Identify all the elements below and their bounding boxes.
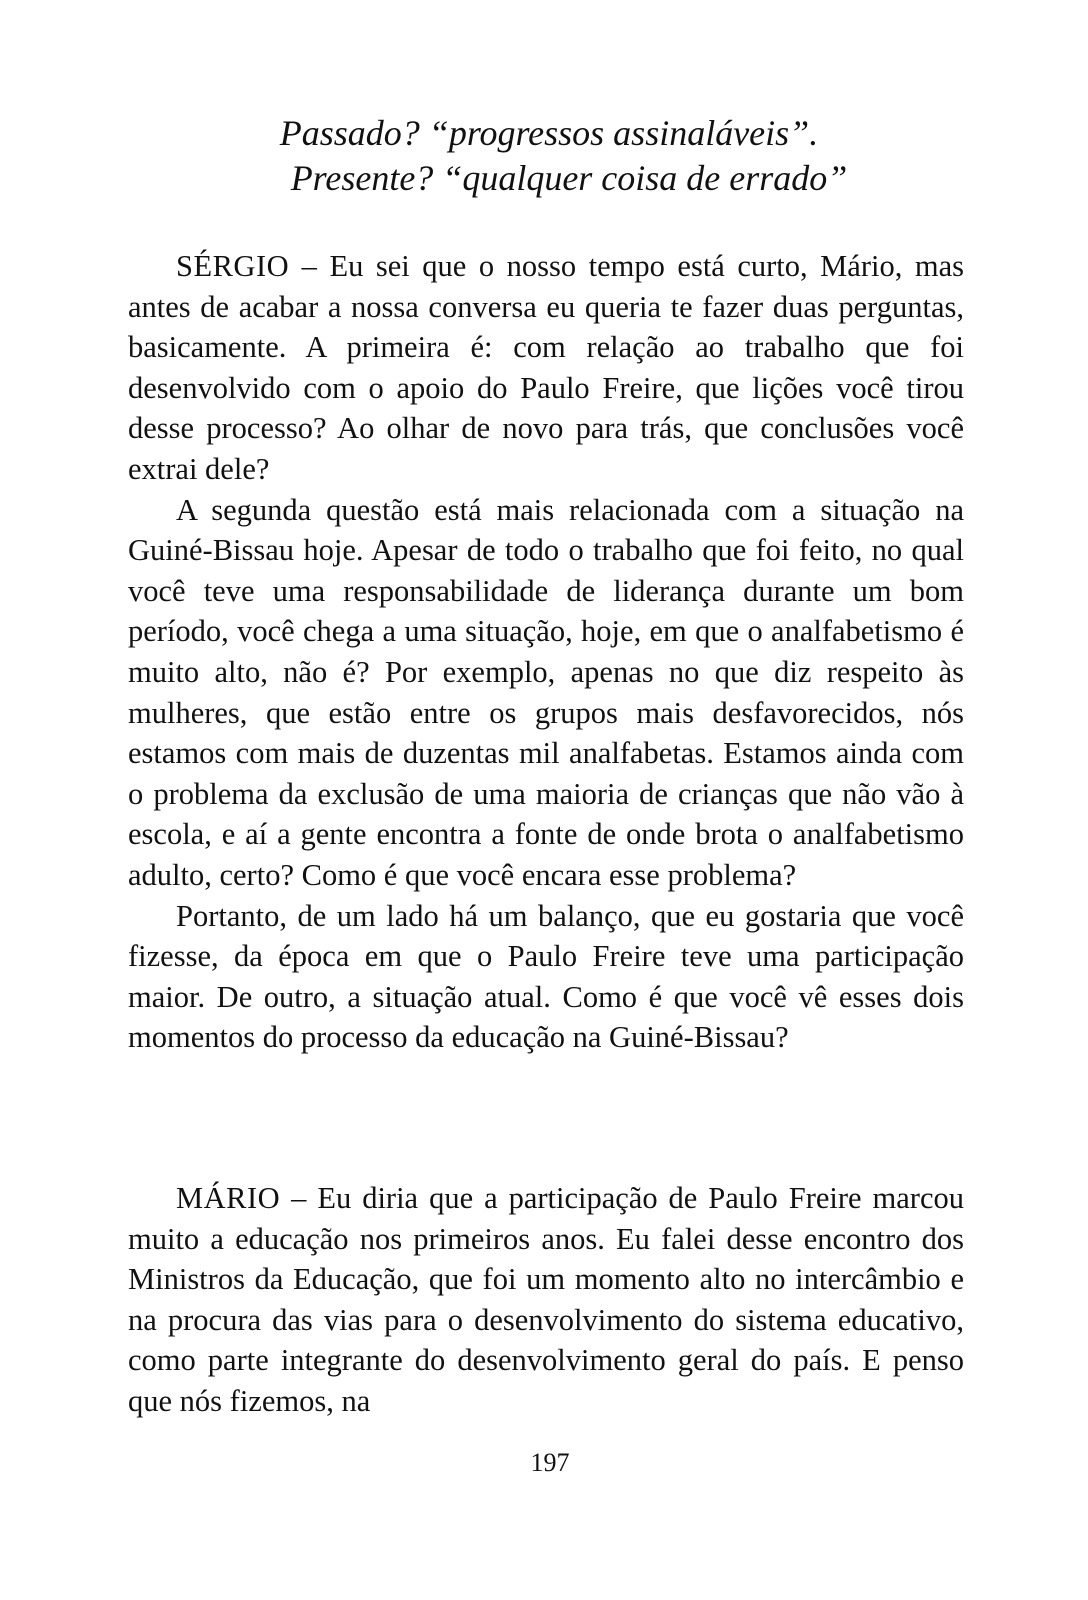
mario-answer-block (128, 1178, 964, 1422)
section-heading-line-1: Passado? “progressos assinaláveis”. (279, 113, 819, 153)
speaker-name-sergio: SÉRGIO (176, 249, 290, 283)
sergio-paragraph-1-text: Eu sei que o nosso tempo está curto, Mário, mas antes de acabar a nossa conversa eu queria te fazer duas perguntas, basicamente. A primeira é: com relação ao trabalho que foi desenvolvido com o apoio do Paulo Freire, que lições você tirou desse processo? Ao olhar de novo para trás, que conclusões você extrai dele? (128, 249, 965, 486)
speaker-dash: – (289, 249, 330, 283)
mario-paragraph-1 (128, 1178, 964, 1422)
section-heading-line-2: Presente? “qualquer coisa de errado” (290, 158, 848, 198)
mario-paragraph-1-text: Eu diria que a participação de Paulo Freire marcou muito a educação nos primeiros anos. Eu falei desse encontro dos Ministros da Educação, que foi um momento alto no intercâmbio e na procura das vias para o desenvolvimento do sistema educativo, como parte integrante do desenvolvimento geral do país. E penso que nós fizemos, na (128, 1181, 965, 1418)
page-number: 197 (530, 1448, 570, 1477)
sergio-paragraph-1 (128, 246, 964, 490)
sergio-question-block (128, 246, 964, 1058)
speaker-dash: – (280, 1181, 318, 1215)
sergio-paragraph-2: A segunda questão está mais relacionada com a situação na Guiné-Bissau hoje. Apesar de todo o trabalho que foi feito, no qual você teve uma responsabilidade de liderança durante um bom período, você chega a uma situação, hoje, em que o analfabetismo é muito alto, não é? Por exemplo, apenas no que diz respeito às mulheres, que estão entre os grupos mais desfavorecidos, nós estamos com mais de duzentas mil analfabetas. Estamos ainda com o problema da exclusão de uma maioria de crianças que não vão à escola, e aí a gente encontra a fonte de onde brota o analfabetismo adulto, certo? Como é que você encara esse problema? (128, 492, 964, 892)
sergio-paragraph-3: Portanto, de um lado há um balanço, que eu gostaria que você fizesse, da época em que o Paulo Freire teve uma participação maior. De outro, a situação atual. Como é que você vê esses dois momentos do processo da educação na Guiné-Bissau? (128, 898, 964, 1055)
speaker-name-mario: MÁRIO (176, 1181, 281, 1215)
